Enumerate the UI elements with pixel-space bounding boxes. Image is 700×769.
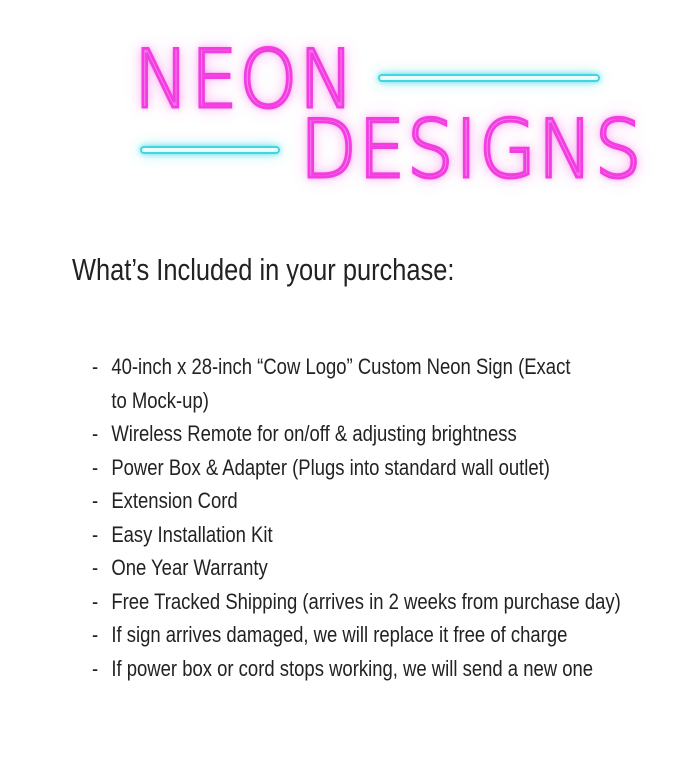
logo-neon-bar-bottom [140, 146, 280, 154]
logo-neon-bar-top [378, 74, 600, 82]
included-items-list [92, 350, 692, 685]
list-bullet: - [92, 555, 99, 580]
list-bullet: - [92, 622, 99, 647]
list-item [92, 618, 632, 652]
logo-word-designs: DESIGNS [300, 103, 644, 196]
list-bullet: - [92, 588, 99, 614]
list-item [92, 551, 632, 585]
list-item-text: 40-inch x 28-inch “Cow Logo” Custom Neon Sign (Exact to Mock-up) [111, 354, 571, 413]
list-item [92, 350, 632, 417]
list-item [92, 451, 632, 485]
logo-word-neon: NEON [134, 33, 356, 126]
list-item [92, 518, 632, 552]
list-item [92, 417, 632, 451]
list-bullet: - [92, 521, 99, 547]
list-item-text: Easy Installation Kit [111, 521, 273, 547]
list-item-text: Wireless Remote for on/off & adjusting brightness [111, 421, 517, 446]
page-heading: What’s Included in your purchase: [72, 252, 455, 287]
list-bullet: - [92, 421, 99, 446]
list-bullet: - [92, 655, 99, 681]
list-item-text: If sign arrives damaged, we will replace it free of charge [111, 622, 568, 647]
list-item-text: Extension Cord [111, 488, 238, 513]
list-item-text: One Year Warranty [111, 555, 268, 580]
list-item [92, 585, 632, 619]
list-bullet: - [92, 488, 99, 513]
list-bullet: - [92, 354, 99, 379]
list-bullet: - [92, 454, 99, 480]
list-item-text: Power Box & Adapter (Plugs into standard wall outlet) [111, 454, 550, 480]
list-item-text: Free Tracked Shipping (arrives in 2 weeks from purchase day) [111, 588, 621, 614]
list-item [92, 484, 632, 518]
list-item [92, 652, 632, 686]
neon-designs-logo [0, 0, 700, 210]
list-item-text: If power box or cord stops working, we will send a new one [111, 655, 594, 681]
